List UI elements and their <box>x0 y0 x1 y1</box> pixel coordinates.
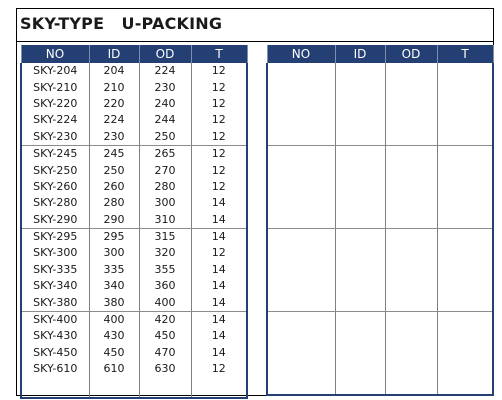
empty-cell <box>385 311 437 328</box>
empty-cell <box>437 195 493 211</box>
cell-od: 310 <box>139 212 191 229</box>
cell-id: 220 <box>89 96 139 112</box>
table-row-empty <box>267 278 493 294</box>
cell-t: 12 <box>191 245 247 261</box>
cell-t: 12 <box>191 162 247 178</box>
cell-t: 12 <box>191 361 247 377</box>
empty-cell <box>385 294 437 311</box>
table-row <box>21 328 247 344</box>
cell-no: SKY-295 <box>21 228 89 245</box>
table-row-empty <box>267 145 493 162</box>
table-row-empty <box>267 79 493 95</box>
table-row <box>21 212 247 229</box>
empty-cell <box>21 377 89 398</box>
empty-cell <box>437 63 493 79</box>
empty-cell <box>267 228 335 245</box>
empty-cell <box>437 345 493 361</box>
cell-od: 400 <box>139 294 191 311</box>
table-body <box>267 63 493 395</box>
table-row-empty <box>267 129 493 146</box>
empty-cell <box>335 228 385 245</box>
table-row-empty <box>267 63 493 79</box>
empty-cell <box>267 162 335 178</box>
table-row-empty <box>267 179 493 195</box>
empty-cell <box>267 63 335 79</box>
cell-od: 630 <box>139 361 191 377</box>
cell-t: 14 <box>191 228 247 245</box>
empty-cell <box>437 361 493 377</box>
empty-cell <box>437 212 493 229</box>
empty-cell <box>335 328 385 344</box>
cell-t: 14 <box>191 262 247 278</box>
table-row <box>21 262 247 278</box>
empty-cell <box>437 377 493 394</box>
table-row-empty <box>267 212 493 229</box>
empty-cell <box>437 245 493 261</box>
cell-od: 450 <box>139 328 191 344</box>
empty-cell <box>437 129 493 146</box>
cell-t: 14 <box>191 195 247 211</box>
empty-cell <box>335 245 385 261</box>
empty-cell <box>437 179 493 195</box>
cell-no: SKY-340 <box>21 278 89 294</box>
page-title: SKY-TYPE U-PACKING <box>20 14 223 33</box>
table-row-empty <box>267 345 493 361</box>
cell-id: 430 <box>89 328 139 344</box>
cell-id: 230 <box>89 129 139 146</box>
empty-cell <box>267 212 335 229</box>
cell-od: 320 <box>139 245 191 261</box>
table-row <box>21 79 247 95</box>
cell-t: 14 <box>191 328 247 344</box>
cell-od: 470 <box>139 345 191 361</box>
empty-cell <box>335 145 385 162</box>
empty-cell <box>267 245 335 261</box>
empty-cell <box>139 377 191 398</box>
cell-id: 250 <box>89 162 139 178</box>
empty-cell <box>335 294 385 311</box>
empty-cell <box>335 179 385 195</box>
empty-cell <box>191 377 247 398</box>
table-header-row <box>267 45 493 63</box>
empty-cell <box>437 294 493 311</box>
cell-no: SKY-224 <box>21 112 89 128</box>
empty-cell <box>335 195 385 211</box>
empty-cell <box>267 96 335 112</box>
empty-cell <box>437 228 493 245</box>
table-row <box>21 294 247 311</box>
cell-od: 355 <box>139 262 191 278</box>
cell-id: 210 <box>89 79 139 95</box>
table-row-empty <box>21 377 247 398</box>
cell-no: SKY-450 <box>21 345 89 361</box>
empty-cell <box>335 377 385 394</box>
empty-cell <box>335 162 385 178</box>
cell-id: 290 <box>89 212 139 229</box>
empty-cell <box>385 228 437 245</box>
col-header-id: ID <box>335 45 385 63</box>
table-row-empty <box>267 328 493 344</box>
table-row <box>21 345 247 361</box>
table-row <box>21 228 247 245</box>
cell-no: SKY-290 <box>21 212 89 229</box>
empty-cell <box>267 294 335 311</box>
cell-no: SKY-300 <box>21 245 89 261</box>
cell-id: 245 <box>89 145 139 162</box>
table-row <box>21 96 247 112</box>
cell-t: 12 <box>191 129 247 146</box>
cell-no: SKY-250 <box>21 162 89 178</box>
col-header-t: T <box>437 45 493 63</box>
cell-id: 450 <box>89 345 139 361</box>
empty-cell <box>335 345 385 361</box>
empty-cell <box>385 96 437 112</box>
cell-id: 280 <box>89 195 139 211</box>
title-divider <box>16 41 494 42</box>
cell-t: 14 <box>191 212 247 229</box>
cell-od: 360 <box>139 278 191 294</box>
table-row-empty <box>267 245 493 261</box>
empty-cell <box>385 195 437 211</box>
cell-od: 240 <box>139 96 191 112</box>
cell-id: 224 <box>89 112 139 128</box>
empty-cell <box>335 96 385 112</box>
empty-cell <box>385 212 437 229</box>
cell-od: 300 <box>139 195 191 211</box>
empty-cell <box>385 145 437 162</box>
cell-no: SKY-210 <box>21 79 89 95</box>
table-row <box>21 145 247 162</box>
table-row-empty <box>267 294 493 311</box>
cell-od: 315 <box>139 228 191 245</box>
cell-od: 270 <box>139 162 191 178</box>
col-header-od: OD <box>385 45 437 63</box>
col-header-no: NO <box>267 45 335 63</box>
table-row-empty <box>267 262 493 278</box>
cell-no: SKY-245 <box>21 145 89 162</box>
empty-cell <box>267 361 335 377</box>
empty-cell <box>437 112 493 128</box>
empty-cell <box>335 278 385 294</box>
empty-cell <box>267 179 335 195</box>
empty-cell <box>385 63 437 79</box>
empty-cell <box>437 79 493 95</box>
table-row <box>21 278 247 294</box>
empty-cell <box>335 112 385 128</box>
cell-id: 204 <box>89 63 139 79</box>
cell-t: 14 <box>191 311 247 328</box>
empty-cell <box>385 112 437 128</box>
table-row-empty <box>267 96 493 112</box>
table-row <box>21 129 247 146</box>
cell-od: 250 <box>139 129 191 146</box>
table-row <box>21 179 247 195</box>
cell-t: 12 <box>191 96 247 112</box>
empty-cell <box>385 278 437 294</box>
empty-cell <box>335 311 385 328</box>
empty-cell <box>267 145 335 162</box>
cell-no: SKY-400 <box>21 311 89 328</box>
col-header-no: NO <box>21 45 89 63</box>
cell-id: 380 <box>89 294 139 311</box>
cell-id: 295 <box>89 228 139 245</box>
table-row <box>21 112 247 128</box>
table-row <box>21 63 247 79</box>
cell-t: 12 <box>191 112 247 128</box>
col-header-t: T <box>191 45 247 63</box>
cell-t: 12 <box>191 145 247 162</box>
cell-od: 244 <box>139 112 191 128</box>
cell-od: 420 <box>139 311 191 328</box>
packing-table-left <box>20 45 248 399</box>
cell-id: 400 <box>89 311 139 328</box>
empty-cell <box>335 361 385 377</box>
empty-cell <box>335 63 385 79</box>
empty-cell <box>437 328 493 344</box>
cell-no: SKY-204 <box>21 63 89 79</box>
cell-no: SKY-610 <box>21 361 89 377</box>
cell-no: SKY-380 <box>21 294 89 311</box>
empty-cell <box>385 328 437 344</box>
cell-od: 280 <box>139 179 191 195</box>
cell-no: SKY-220 <box>21 96 89 112</box>
empty-cell <box>335 212 385 229</box>
empty-cell <box>385 129 437 146</box>
cell-no: SKY-260 <box>21 179 89 195</box>
cell-od: 265 <box>139 145 191 162</box>
table-row <box>21 245 247 261</box>
cell-no: SKY-430 <box>21 328 89 344</box>
cell-t: 12 <box>191 179 247 195</box>
cell-id: 610 <box>89 361 139 377</box>
cell-id: 340 <box>89 278 139 294</box>
cell-t: 12 <box>191 63 247 79</box>
empty-cell <box>89 377 139 398</box>
table-row-empty <box>267 361 493 377</box>
table-row <box>21 311 247 328</box>
empty-cell <box>267 112 335 128</box>
cell-no: SKY-230 <box>21 129 89 146</box>
table-row-empty <box>267 228 493 245</box>
cell-t: 14 <box>191 294 247 311</box>
table-header-row <box>21 45 247 63</box>
cell-od: 230 <box>139 79 191 95</box>
cell-id: 260 <box>89 179 139 195</box>
cell-id: 335 <box>89 262 139 278</box>
empty-cell <box>267 262 335 278</box>
table-row <box>21 162 247 178</box>
empty-cell <box>385 262 437 278</box>
table-row-empty <box>267 195 493 211</box>
empty-cell <box>267 377 335 394</box>
empty-cell <box>335 129 385 146</box>
empty-cell <box>437 162 493 178</box>
empty-cell <box>267 345 335 361</box>
table-row-empty <box>267 377 493 394</box>
table-row <box>21 195 247 211</box>
empty-cell <box>385 79 437 95</box>
empty-cell <box>437 278 493 294</box>
empty-cell <box>385 361 437 377</box>
empty-cell <box>437 262 493 278</box>
empty-cell <box>335 262 385 278</box>
empty-cell <box>267 79 335 95</box>
cell-no: SKY-280 <box>21 195 89 211</box>
col-header-id: ID <box>89 45 139 63</box>
empty-cell <box>385 245 437 261</box>
empty-cell <box>437 311 493 328</box>
cell-no: SKY-335 <box>21 262 89 278</box>
table-body <box>21 63 247 398</box>
empty-cell <box>267 129 335 146</box>
empty-cell <box>385 345 437 361</box>
empty-cell <box>267 278 335 294</box>
cell-od: 224 <box>139 63 191 79</box>
empty-cell <box>335 79 385 95</box>
empty-cell <box>437 145 493 162</box>
empty-cell <box>437 96 493 112</box>
table-row-empty <box>267 162 493 178</box>
table-row <box>21 361 247 377</box>
cell-t: 14 <box>191 345 247 361</box>
cell-t: 12 <box>191 79 247 95</box>
empty-cell <box>385 179 437 195</box>
table-row-empty <box>267 112 493 128</box>
empty-cell <box>385 377 437 394</box>
empty-cell <box>267 195 335 211</box>
empty-cell <box>267 311 335 328</box>
empty-cell <box>385 162 437 178</box>
cell-t: 14 <box>191 278 247 294</box>
packing-table-right <box>266 45 494 396</box>
empty-cell <box>267 328 335 344</box>
table-row-empty <box>267 311 493 328</box>
col-header-od: OD <box>139 45 191 63</box>
cell-id: 300 <box>89 245 139 261</box>
